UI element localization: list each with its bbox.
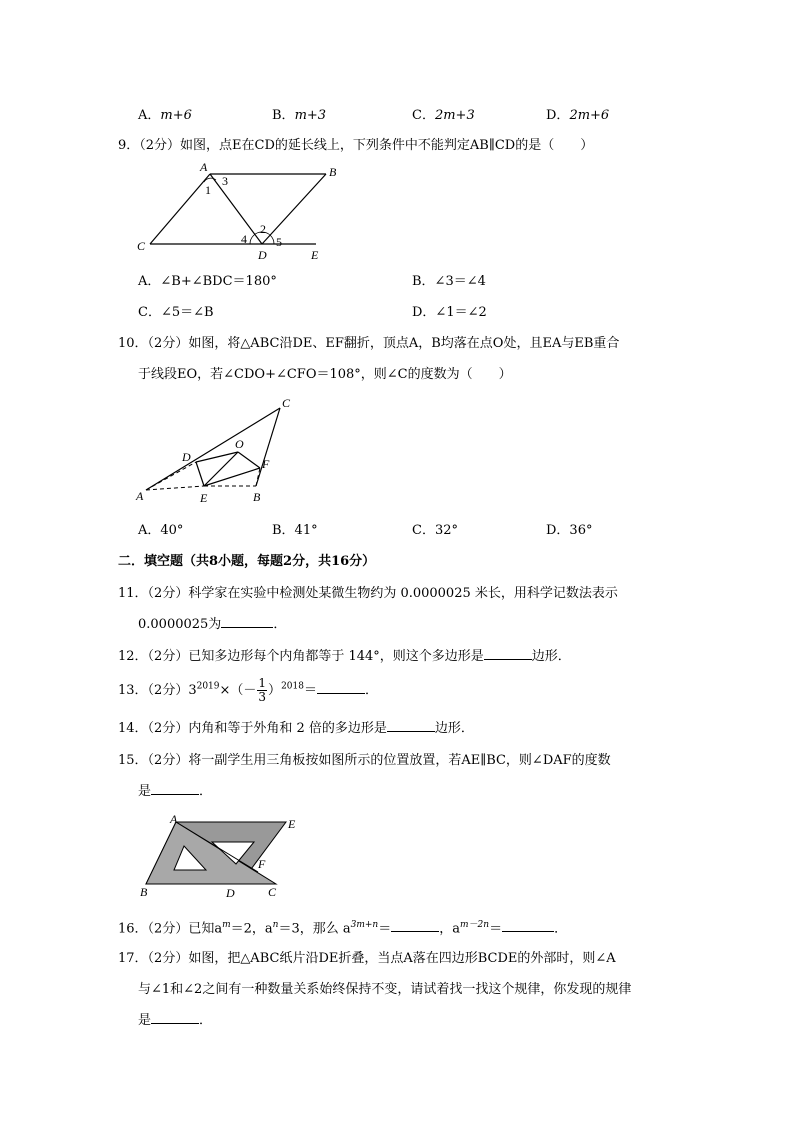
q10-label-o: O xyxy=(235,437,244,451)
q15-label-e: E xyxy=(288,817,296,831)
q10-stem-line1: 10．（2分）如图，将△ABC沿DE、EF翻折，顶点A，B均落在点O处，且EA与EB重合 xyxy=(118,336,620,351)
q9-option-b: B．∠3＝∠4 xyxy=(412,274,486,289)
q10-figure xyxy=(136,394,296,506)
q11-line1: 11．（2分）科学家在实验中检测处某微生物约为 0.0000025 米长，用科学记数法表示 xyxy=(118,586,618,601)
q13-answer-blank[interactable] xyxy=(317,693,365,694)
q8-option-a: A．m+6 xyxy=(138,108,192,123)
q15-label-f: F xyxy=(258,857,266,871)
q9-angle-3: 3 xyxy=(222,174,228,188)
q14-answer-blank[interactable] xyxy=(387,731,435,732)
q9-option-d: D．∠1＝∠2 xyxy=(412,305,487,320)
q8-option-d: D．2m+6 xyxy=(546,108,610,123)
q10-stem-line2: 于线段EO，若∠CDO+∠CFO＝108°，则∠C的度数为（ ） xyxy=(138,367,512,382)
q9-option-c: C．∠5＝∠B xyxy=(138,305,214,320)
q9-angle-1: 1 xyxy=(205,183,211,197)
q8-option-c: C．2m+3 xyxy=(412,108,475,123)
q9-label-e: E xyxy=(311,248,319,262)
q11-answer-blank[interactable] xyxy=(221,627,273,628)
q10-option-b: B．41° xyxy=(272,523,318,538)
q16-answer-blank-2[interactable] xyxy=(502,931,554,932)
section-title: 二．填空题（共8小题，每题2分，共16分） xyxy=(118,554,376,569)
q13: 13．（2分）$3^{2019}\times(-$ $\frac{1}{3}$ ）$^{2018}$＝ ． xyxy=(118,676,378,704)
q15-figure xyxy=(136,812,306,900)
q15-line1: 15．（2分）将一副学生用三角板按如图所示的位置放置，若AE∥BC，则∠DAF的度数 xyxy=(118,753,611,768)
q9-angle-5: 5 xyxy=(276,235,282,249)
q16-answer-blank-1[interactable] xyxy=(391,931,439,932)
q15-label-a: A xyxy=(170,812,178,826)
q9-angle-4: 4 xyxy=(241,232,247,246)
q9-figure xyxy=(130,160,337,265)
q10-option-c: C．32° xyxy=(412,523,458,538)
q15-label-b: B xyxy=(140,885,148,899)
q17-line3: 是 ． xyxy=(138,1013,213,1028)
q9-label-c: C xyxy=(137,239,146,253)
q10-label-d: D xyxy=(182,450,191,464)
q10-option-d: D．36° xyxy=(546,523,593,538)
q16: 16．（2分）已知$a^m=2$，$a^n=3$，那么 $a^{3m+n}=$ ，$a^{m-2n}=$ ． xyxy=(118,920,568,937)
q9-option-a: A．∠B+∠BDC＝180° xyxy=(138,274,277,289)
q10-label-f: F xyxy=(262,457,270,471)
q9-label-b: B xyxy=(329,165,337,179)
q15-line2: 是 ． xyxy=(138,784,213,799)
q17-answer-blank[interactable] xyxy=(151,1023,199,1024)
q9-angle-2: 2 xyxy=(260,222,266,236)
q10-label-c: C xyxy=(282,396,291,410)
q15-label-c: C xyxy=(268,885,277,899)
q12-answer-blank[interactable] xyxy=(484,659,532,660)
q10-label-a: A xyxy=(136,489,144,503)
q13-fraction: $\frac{1}{3}$ xyxy=(258,676,267,704)
q8-option-b: B．m+3 xyxy=(272,108,327,123)
q17-line2: 与∠1和∠2之间有一种数量关系始终保持不变，请试着找一找这个规律，你发现的规律 xyxy=(138,982,632,997)
q17-line1: 17．（2分）如图，把△ABC纸片沿DE折叠，当点A落在四边形BCDE的外部时，则∠A xyxy=(118,951,616,966)
q10-label-b: B xyxy=(253,490,261,504)
q10-option-a: A．40° xyxy=(138,523,184,538)
q14: 14．（2分）内角和等于外角和 2 倍的多边形是 边形． xyxy=(118,721,474,736)
q12: 12．（2分）已知多边形每个内角都等于 144°，则这个多边形是 边形． xyxy=(118,649,571,664)
q11-line2: 0.0000025为 ． xyxy=(138,617,287,632)
q9-label-d: D xyxy=(258,248,267,262)
q9-stem: 9．（2分）如图，点E在CD的延长线上，下列条件中不能判定AB∥CD的是（ ） xyxy=(118,138,594,153)
q9-label-a: A xyxy=(200,160,208,174)
q15-answer-blank[interactable] xyxy=(151,794,199,795)
q15-label-d: D xyxy=(226,886,235,900)
q10-label-e: E xyxy=(200,491,208,505)
